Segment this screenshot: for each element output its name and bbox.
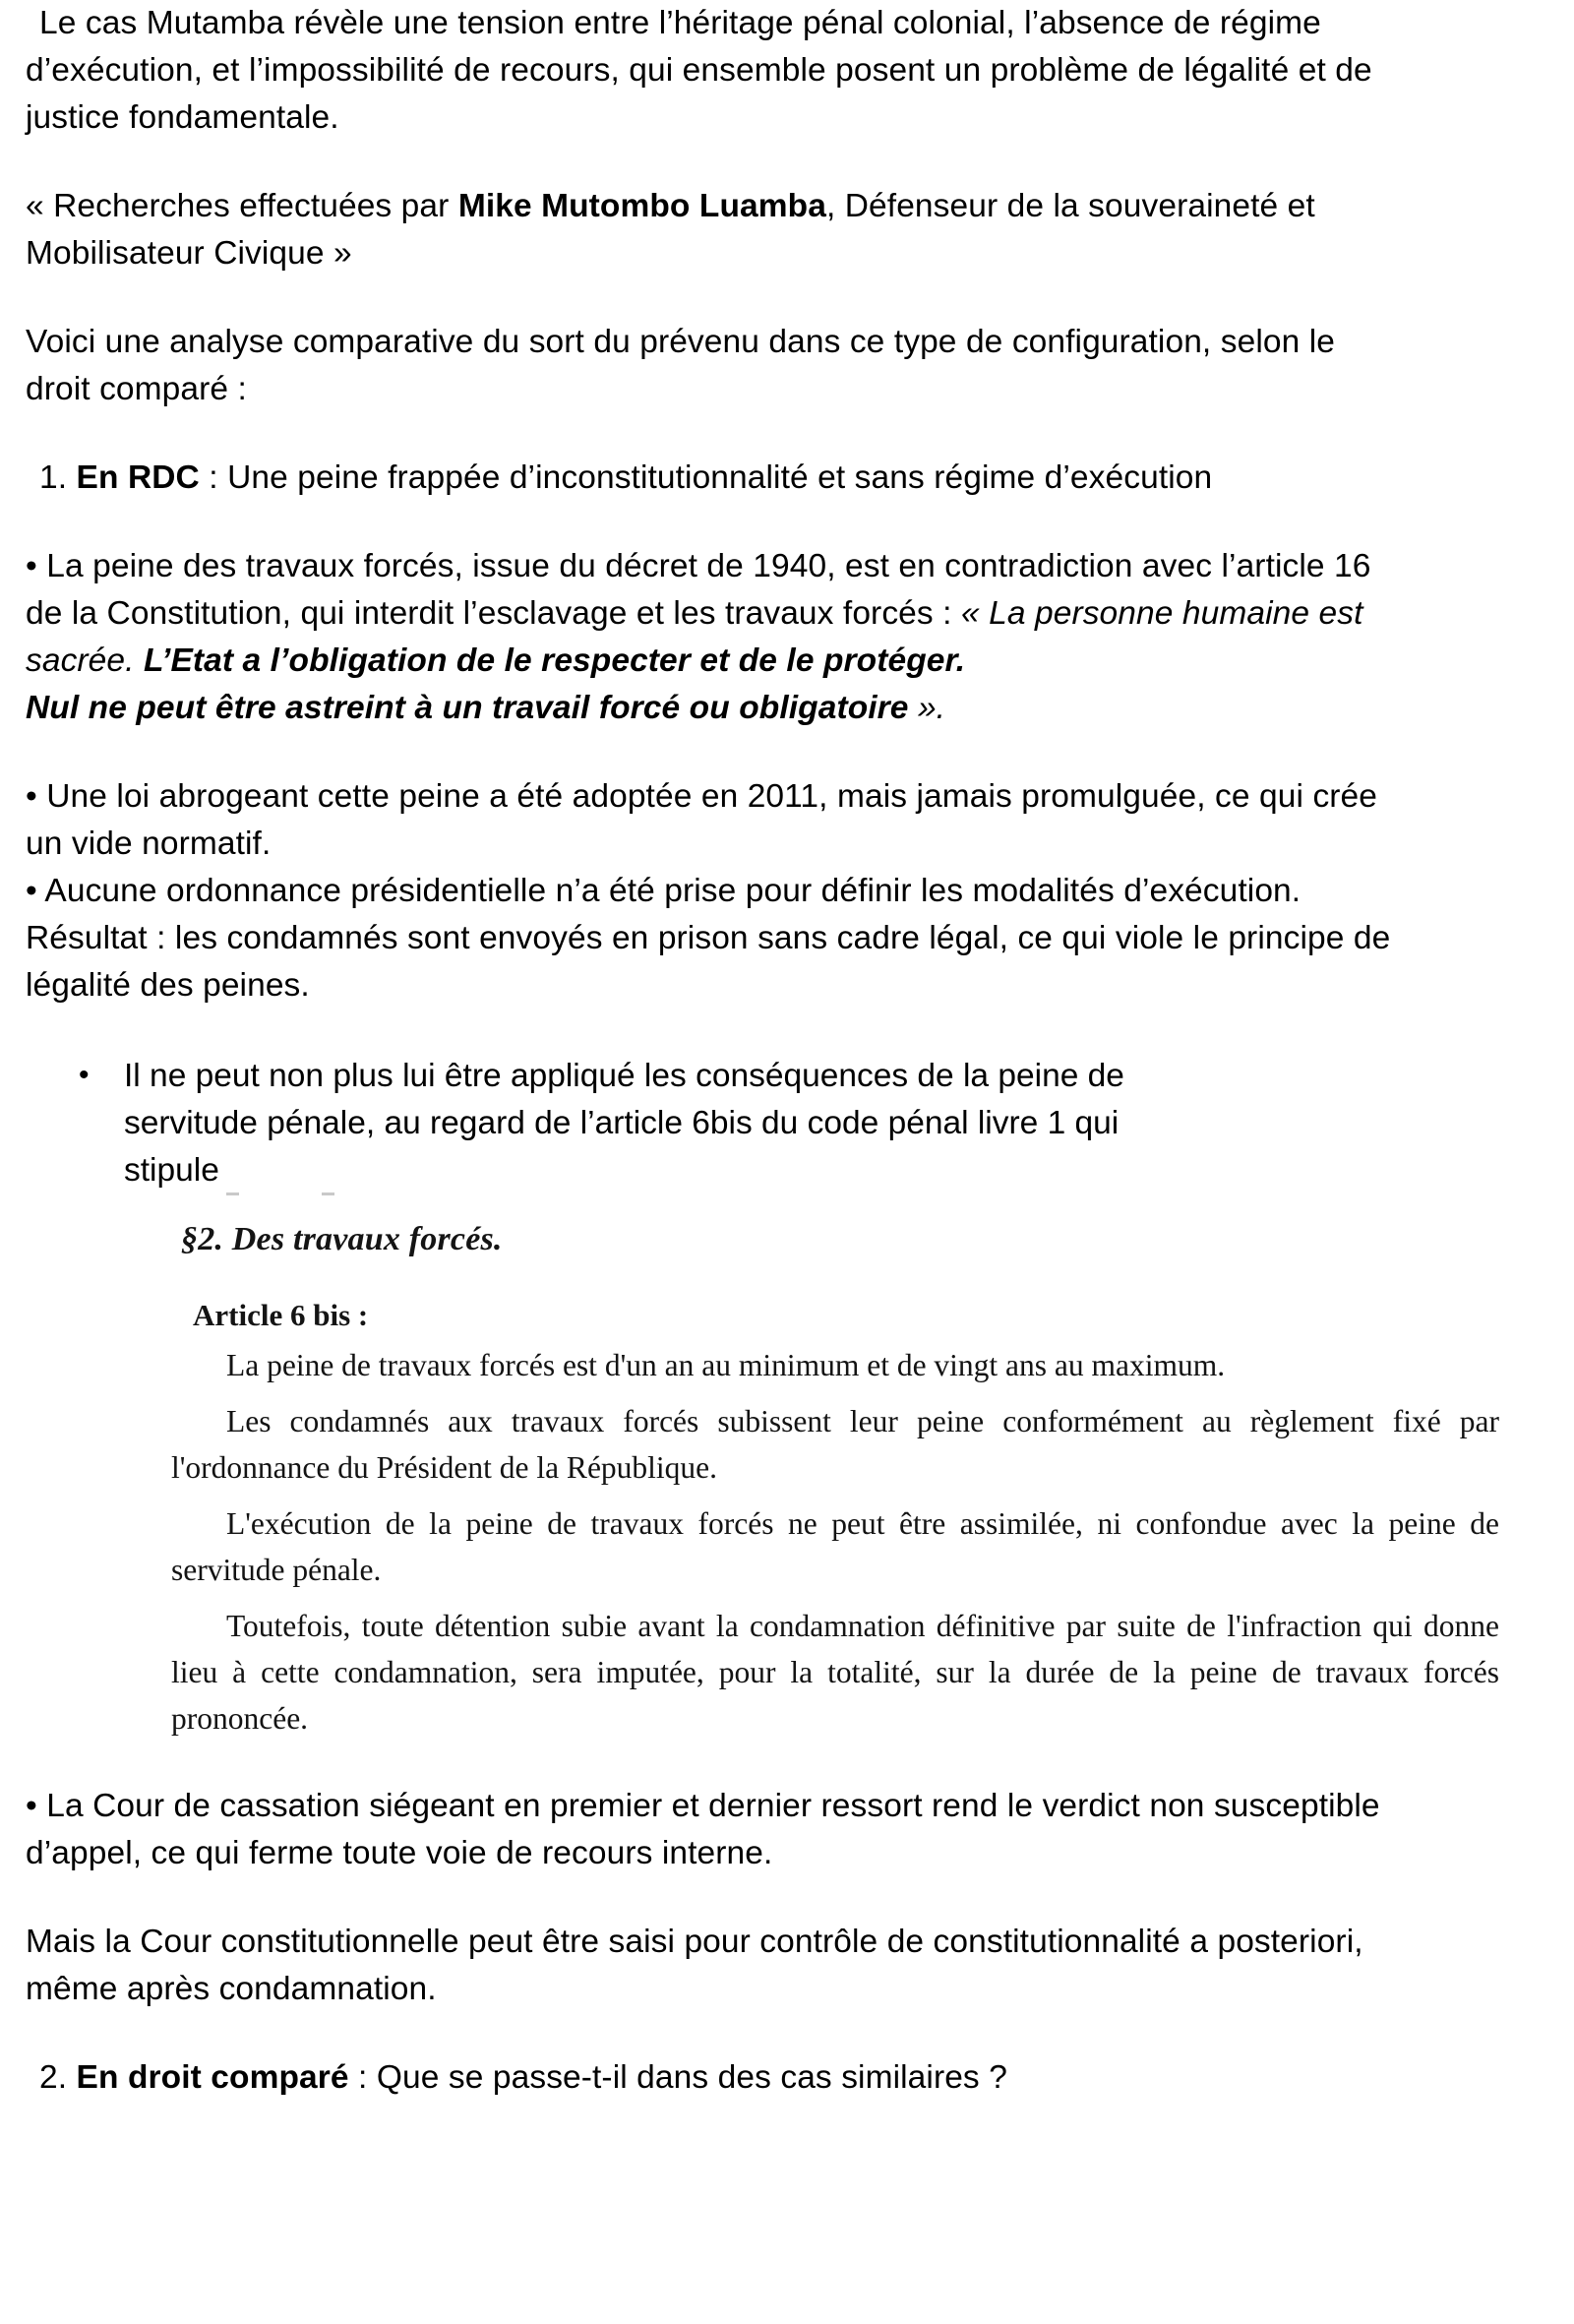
paragraph-lead: Voici une analyse comparative du sort du prévenu dans ce type de configuration, selon le droit comparé :	[26, 324, 1336, 407]
attribution-prefix: « Recherches effectuées par	[26, 188, 458, 224]
bullet-constitution	[26, 543, 1403, 732]
bulleted-list	[26, 1053, 1403, 1194]
scan-section-heading: §2. Des travaux forcés.	[181, 1221, 503, 1257]
scan-paragraph: Les condamnés aux travaux forcés subissent leur peine conformément au règlement fixé par l'ordonnance du Président de la République.	[171, 1404, 1499, 1485]
paragraph-cour-constitutionnelle: Mais la Cour constitutionnelle peut être saisi pour contrôle de constitutionnalité a posteriori, même après condamnation.	[26, 1924, 1363, 2007]
scan-paragraph: Toutefois, toute détention subie avant la condamnation définitive par suite de l'infraction qui donne lieu à cette condamnation, sera imputée, pour la totalité, sur la durée de la peine de travaux forcés prononcée.	[171, 1609, 1499, 1736]
section-1-number: 1.	[39, 459, 77, 496]
scan-article-label: Article 6 bis :	[193, 1298, 369, 1332]
attribution-paragraph	[26, 183, 1403, 277]
scan-paragraph: La peine de travaux forcés est d'un an au minimum et de vingt ans au maximum.	[226, 1348, 1226, 1382]
section-1-rest: : Une peine frappée d’inconstitutionnalité et sans régime d’exécution	[199, 459, 1213, 496]
section-2-number: 2.	[39, 2059, 77, 2096]
document-body	[26, 0, 1499, 2102]
bullet-ordonnance: • Aucune ordonnance présidentielle n’a été prise pour définir les modalités d’exécution. Résultat : les condamnés sont envoyés en prison sans cadre légal, ce qui viole le principe de légalité des peines.	[26, 873, 1391, 1004]
paragraph-intro: Le cas Mutamba révèle une tension entre l’héritage pénal colonial, l’absence de régime d’exécution, et l’impossibilité de recours, qui ensemble posent un problème de légalité et de justice fondamentale.	[26, 5, 1372, 136]
constitution-quote-italic: « La personne humaine est sacrée.	[26, 595, 1363, 679]
bullet-cour-cassation: • La Cour de cassation siégeant en premier et dernier ressort rend le verdict non susceptible d’appel, ce qui ferme toute voie de recours interne.	[26, 1788, 1380, 1871]
bullet-constitution-text: • La peine des travaux forcés, issue du décret de 1940, est en contradiction avec l’article 16 de la Constitution, qui interdit l’esclavage et les travaux forcés :	[26, 548, 1371, 632]
list-item	[79, 1053, 1186, 1194]
section-2-rest: : Que se passe-t-il dans des cas similaires ?	[348, 2059, 1007, 2096]
bullet-loi-2011: • Une loi abrogeant cette peine a été adoptée en 2011, mais jamais promulguée, ce qui crée un vide normatif.	[26, 778, 1378, 862]
section-heading-1	[26, 455, 1403, 502]
section-1-title: En RDC	[76, 459, 200, 496]
section-2-title: En droit comparé	[76, 2059, 349, 2096]
scan-paragraph: L'exécution de la peine de travaux forcés ne peut être assimilée, ni confondue avec la peine de servitude pénale.	[171, 1506, 1499, 1587]
list-item-label: Il ne peut non plus lui être appliqué les conséquences de la peine de servitude pénale, au regard de l’article 6bis du code pénal livre 1 qui stipule	[124, 1058, 1124, 1189]
section-heading-2	[26, 2054, 1403, 2102]
constitution-quote-bold-1: L’Etat a l’obligation de le respecter et de le protéger.	[143, 642, 966, 679]
scan-edge-artifacts	[199, 1189, 592, 1202]
constitution-quote-bold-2: Nul ne peut être astreint à un travail forcé ou obligatoire	[26, 690, 909, 726]
bullet-disc-icon: •	[79, 1059, 90, 1091]
attribution-suffix: , Défenseur de la souveraineté et Mobilisateur Civique »	[26, 188, 1315, 272]
scanned-law-excerpt-image	[153, 1220, 1531, 1742]
constitution-quote-close: ».	[908, 690, 946, 726]
attribution-author: Mike Mutombo Luamba	[457, 188, 826, 224]
